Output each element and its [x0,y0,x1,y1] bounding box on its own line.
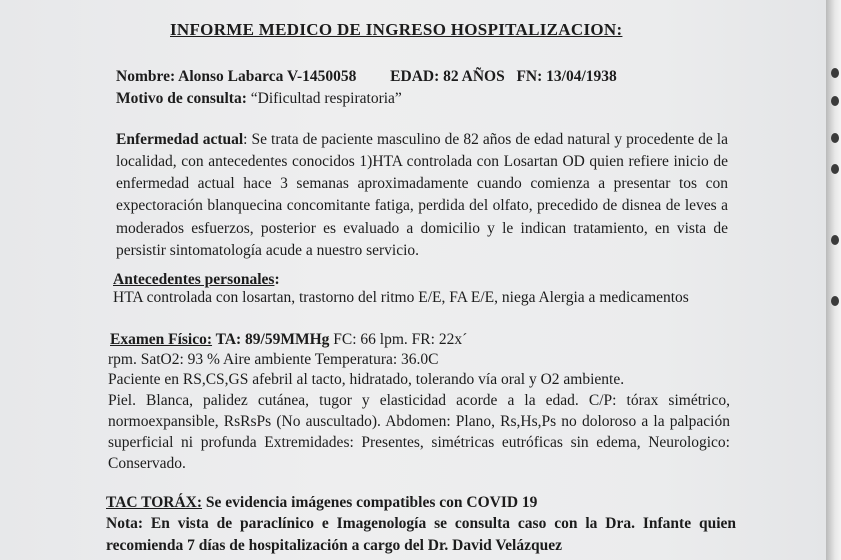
exam-line-5: normoexpansible, RsRsPs (No auscultado). Abdomen: Plano, Rs,Hs,Ps no doloroso a la palpación [108,413,730,430]
exam-line-6: superficial ni profunda Extremidades: Presentes, simétricas eutróficas sin edema, Neurologico: [108,434,730,451]
age-value: EDAD: 82 AÑOS [390,68,505,85]
illness-line-4: expectoración blanquecina concomitante fatiga, perdida del olfato, precedido de disnea de leves a [116,197,728,214]
tac-text: Se evidencia imágenes compatibles con COVID 19 [202,494,538,511]
illness-line-1 [116,131,728,149]
binder-hole [831,133,839,143]
exam-line-7: Conservado. [108,455,186,472]
tac-label: TAC TORÁX: [106,494,203,511]
illness-label: Enfermedad actual [116,131,244,148]
exam-ta: TA: 89/59MMHg [212,331,330,348]
illness-text-1: : Se trata de paciente masculino de 82 años de edad natural y procedente de la [243,131,728,148]
illness-line-5: moderados esfuerzos, posterior es evaluado a domicilio y le indican tratamiento, en vista de [116,220,728,237]
exam-label: Examen Físico: [110,331,213,348]
binder-hole [831,96,839,106]
reason-value: “Dificultad respiratoria” [246,90,402,107]
binder-hole [831,296,839,306]
note-line-2: recomienda 7 días de hospitalización a cargo del Dr. David Velázquez [106,537,562,554]
illness-line-2: localidad, con antecedentes conocidos 1)HTA controlada con Losartan OD quien refiere inicio de [116,153,728,170]
exam-vitals: FC: 66 lpm. FR: 22x´ [329,331,468,348]
history-label: Antecedentes personales [113,271,275,288]
report-title: INFORME MEDICO DE INGRESO HOSPITALIZACION: [170,20,623,39]
exam-line-4: Piel. Blanca, palidez cutánea, tugor y elasticidad acorde a la edad. C/P: tórax simétrico, [108,392,730,409]
reason-label: Motivo de consulta: [116,90,247,107]
exam-line-3: Paciente en RS,CS,GS afebril al tacto, hidratado, tolerando vía oral y O2 ambiente. [108,371,625,388]
birth-value: FN: 13/04/1938 [516,68,617,85]
binder-hole [831,164,839,174]
illness-line-6: persistir sintomatología acude a nuestro servicio. [116,242,420,259]
exam-line-1 [110,331,467,349]
name-label: Nombre: [116,68,176,85]
page-edge [826,0,841,560]
patient-line [116,68,617,86]
history-label-colon: : [274,271,280,288]
history-text: HTA controlada con losartan, trastorno del ritmo E/E, FA E/E, niega Alergia a medicamentos [113,289,689,306]
illness-line-3: enfermedad actual hace 3 semanas aproximadamente cuando comienza a presentar tos con [116,175,728,192]
note-line-1: Nota: En vista de paraclínico e Imagenología se consulta caso con la Dra. Infante quien [106,515,736,532]
binder-hole [831,235,839,245]
name-value: Alonso Labarca V-1450058 [178,68,357,85]
reason-line [116,90,402,108]
exam-line-2: rpm. SatO2: 93 % Aire ambiente Temperatura: 36.0C [108,351,439,368]
tac-line [106,494,537,512]
history-heading [113,271,280,289]
binder-hole [831,68,839,78]
